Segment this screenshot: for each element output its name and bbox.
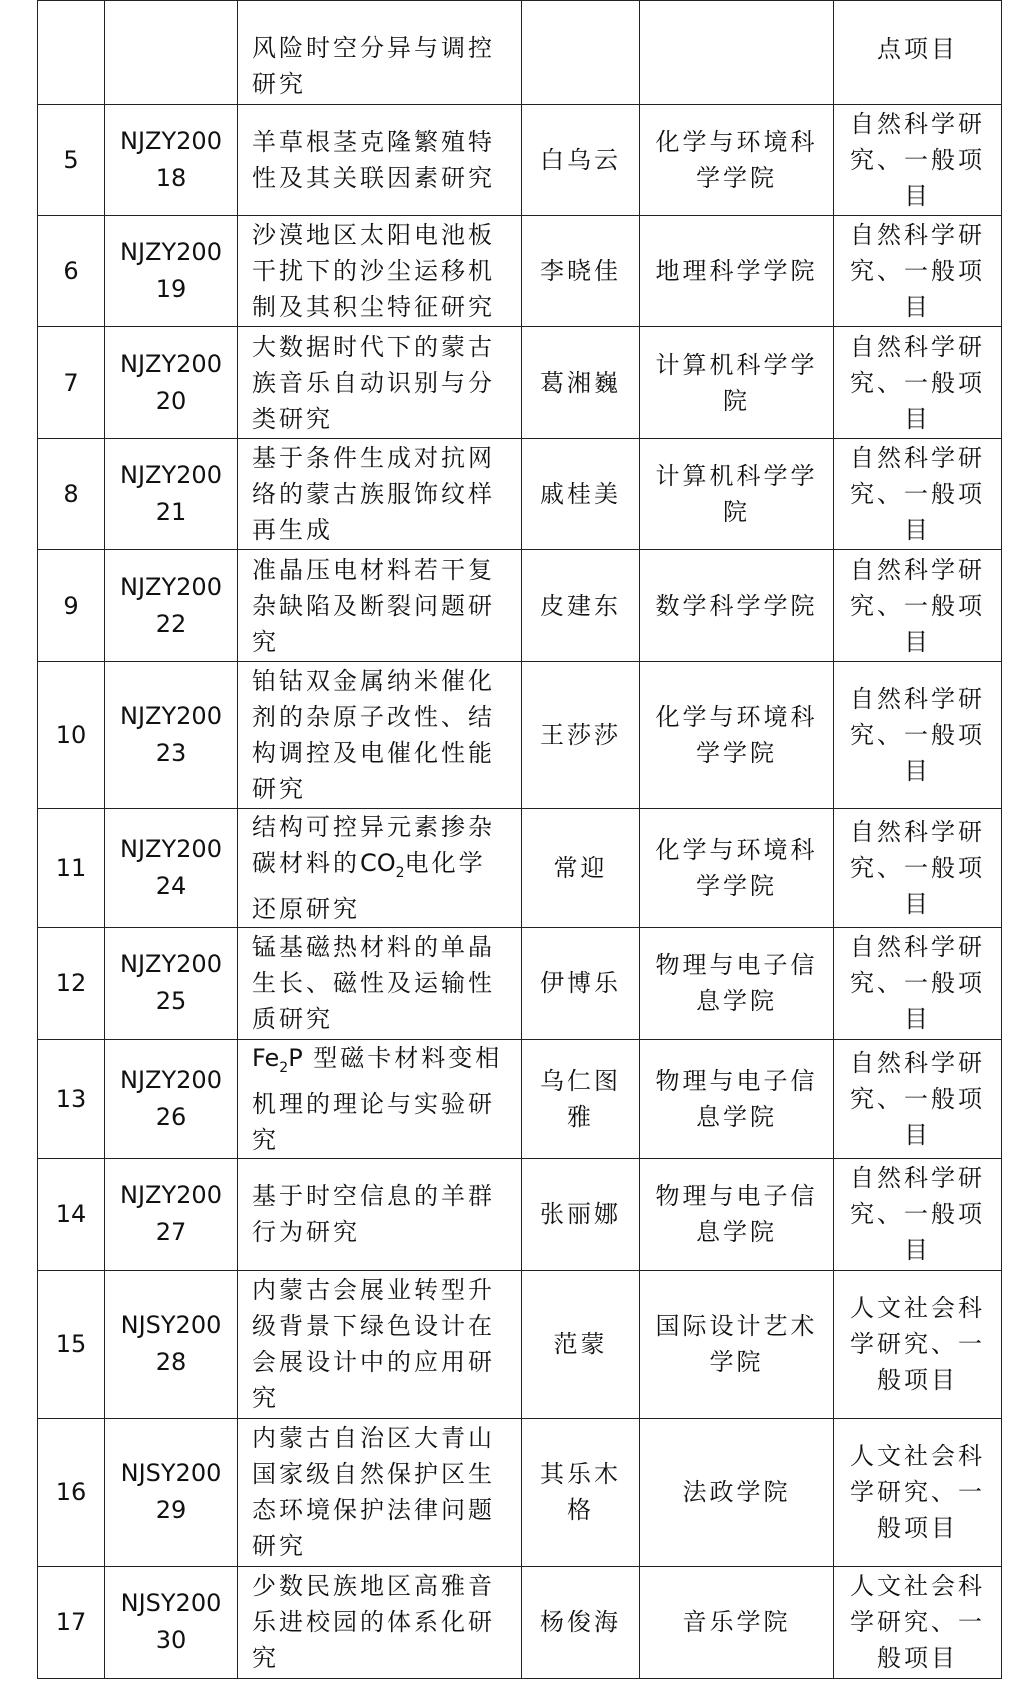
- row-number: 9: [38, 550, 105, 662]
- project-type: 自然科学研究、一般项目: [834, 1039, 1002, 1158]
- project-leader: 杨俊海: [522, 1566, 640, 1678]
- table-row: [38, 216, 1002, 327]
- project-type: 自然科学研究、一般项目: [834, 105, 1002, 216]
- project-title: 羊草根茎克隆繁殖特性及其关联因素研究: [238, 105, 522, 216]
- row-number: 6: [38, 216, 105, 327]
- project-code: NJZY200 21: [105, 439, 238, 550]
- project-type: 自然科学研究、一般项目: [834, 1158, 1002, 1270]
- project-leader: 王莎莎: [522, 662, 640, 809]
- project-code: NJSY200 30: [105, 1566, 238, 1678]
- project-type: 人文社会科学研究、一般项目: [834, 1566, 1002, 1678]
- project-code: NJSY200 28: [105, 1270, 238, 1418]
- row-number: 5: [38, 105, 105, 216]
- project-leader: 白乌云: [522, 105, 640, 216]
- project-leader: [522, 1, 640, 105]
- project-code: NJZY200 23: [105, 662, 238, 809]
- project-unit: 计算机科学学院: [640, 439, 834, 550]
- table-row: [38, 1039, 1002, 1158]
- project-type: 自然科学研究、一般项目: [834, 550, 1002, 662]
- project-leader: 李晓佳: [522, 216, 640, 327]
- project-type: 自然科学研究、一般项目: [834, 927, 1002, 1039]
- row-number: 8: [38, 439, 105, 550]
- table-row: [38, 439, 1002, 550]
- project-unit: 计算机科学学院: [640, 327, 834, 439]
- row-number: 10: [38, 662, 105, 809]
- project-code: NJSY200 29: [105, 1418, 238, 1566]
- project-unit: 物理与电子信息学院: [640, 1158, 834, 1270]
- table-row: [38, 105, 1002, 216]
- table-row: [38, 1270, 1002, 1418]
- project-unit: 物理与电子信息学院: [640, 1039, 834, 1158]
- project-code: NJZY200 24: [105, 809, 238, 928]
- project-title: 少数民族地区高雅音乐进校园的体系化研究: [238, 1566, 522, 1678]
- table-row: [38, 1418, 1002, 1566]
- row-number: 11: [38, 809, 105, 928]
- project-unit: 法政学院: [640, 1418, 834, 1566]
- row-number: 7: [38, 327, 105, 439]
- project-leader: 戚桂美: [522, 439, 640, 550]
- project-leader: 葛湘巍: [522, 327, 640, 439]
- project-unit: 化学与环境科学学院: [640, 662, 834, 809]
- project-code: NJZY200 27: [105, 1158, 238, 1270]
- project-unit: 地理科学学院: [640, 216, 834, 327]
- table-row: [38, 1566, 1002, 1678]
- project-code: NJZY200 25: [105, 927, 238, 1039]
- project-leader: 常迎: [522, 809, 640, 928]
- table-row: [38, 327, 1002, 439]
- row-number: [38, 1, 105, 105]
- table-row: [38, 550, 1002, 662]
- project-code: [105, 1, 238, 105]
- project-type: 自然科学研究、一般项目: [834, 809, 1002, 928]
- table-row: [38, 662, 1002, 809]
- project-code: NJZY200 18: [105, 105, 238, 216]
- project-leader: 张丽娜: [522, 1158, 640, 1270]
- project-title: 大数据时代下的蒙古族音乐自动识别与分类研究: [238, 327, 522, 439]
- project-title: 结构可控异元素掺杂碳材料的$CO_2$电化学还原研究: [238, 809, 522, 928]
- project-type: 自然科学研究、一般项目: [834, 662, 1002, 809]
- project-leader: 乌仁图雅: [522, 1039, 640, 1158]
- project-leader: 范蒙: [522, 1270, 640, 1418]
- project-type: 人文社会科学研究、一般项目: [834, 1418, 1002, 1566]
- row-number: 16: [38, 1418, 105, 1566]
- project-title: 锰基磁热材料的单晶生长、磁性及运输性质研究: [238, 927, 522, 1039]
- project-title: 内蒙古自治区大青山国家级自然保护区生态环境保护法律问题研究: [238, 1418, 522, 1566]
- project-type: 自然科学研究、一般项目: [834, 439, 1002, 550]
- project-title: 基于条件生成对抗网络的蒙古族服饰纹样再生成: [238, 439, 522, 550]
- project-code: NJZY200 26: [105, 1039, 238, 1158]
- table-row: [38, 1, 1002, 105]
- table-row: [38, 927, 1002, 1039]
- project-title: 铂钴双金属纳米催化剂的杂原子改性、结构调控及电催化性能研究: [238, 662, 522, 809]
- project-title: $Fe_2P$ 型磁卡材料变相机理的理论与实验研究: [238, 1039, 522, 1158]
- table-row: [38, 809, 1002, 928]
- project-unit: [640, 1, 834, 105]
- row-number: 14: [38, 1158, 105, 1270]
- row-number: 15: [38, 1270, 105, 1418]
- project-unit: 音乐学院: [640, 1566, 834, 1678]
- project-unit: 数学科学学院: [640, 550, 834, 662]
- project-title: 基于时空信息的羊群行为研究: [238, 1158, 522, 1270]
- project-type: 自然科学研究、一般项目: [834, 216, 1002, 327]
- project-type: 自然科学研究、一般项目: [834, 327, 1002, 439]
- project-code: NJZY200 22: [105, 550, 238, 662]
- project-leader: 其乐木格: [522, 1418, 640, 1566]
- row-number: 17: [38, 1566, 105, 1678]
- project-unit: 化学与环境科学学院: [640, 105, 834, 216]
- row-number: 13: [38, 1039, 105, 1158]
- project-title: 内蒙古会展业转型升级背景下绿色设计在会展设计中的应用研究: [238, 1270, 522, 1418]
- project-unit: 国际设计艺术学院: [640, 1270, 834, 1418]
- project-title: 沙漠地区太阳电池板干扰下的沙尘运移机制及其积尘特征研究: [238, 216, 522, 327]
- project-title: 风险时空分异与调控研究: [238, 1, 522, 105]
- project-code: NJZY200 20: [105, 327, 238, 439]
- project-table: [37, 0, 1002, 1679]
- project-title: 准晶压电材料若干复杂缺陷及断裂问题研究: [238, 550, 522, 662]
- table-row: [38, 1158, 1002, 1270]
- project-leader: 伊博乐: [522, 927, 640, 1039]
- row-number: 12: [38, 927, 105, 1039]
- project-code: NJZY200 19: [105, 216, 238, 327]
- project-leader: 皮建东: [522, 550, 640, 662]
- project-type: 点项目: [834, 1, 1002, 105]
- project-unit: 物理与电子信息学院: [640, 927, 834, 1039]
- project-type: 人文社会科学研究、一般项目: [834, 1270, 1002, 1418]
- project-unit: 化学与环境科学学院: [640, 809, 834, 928]
